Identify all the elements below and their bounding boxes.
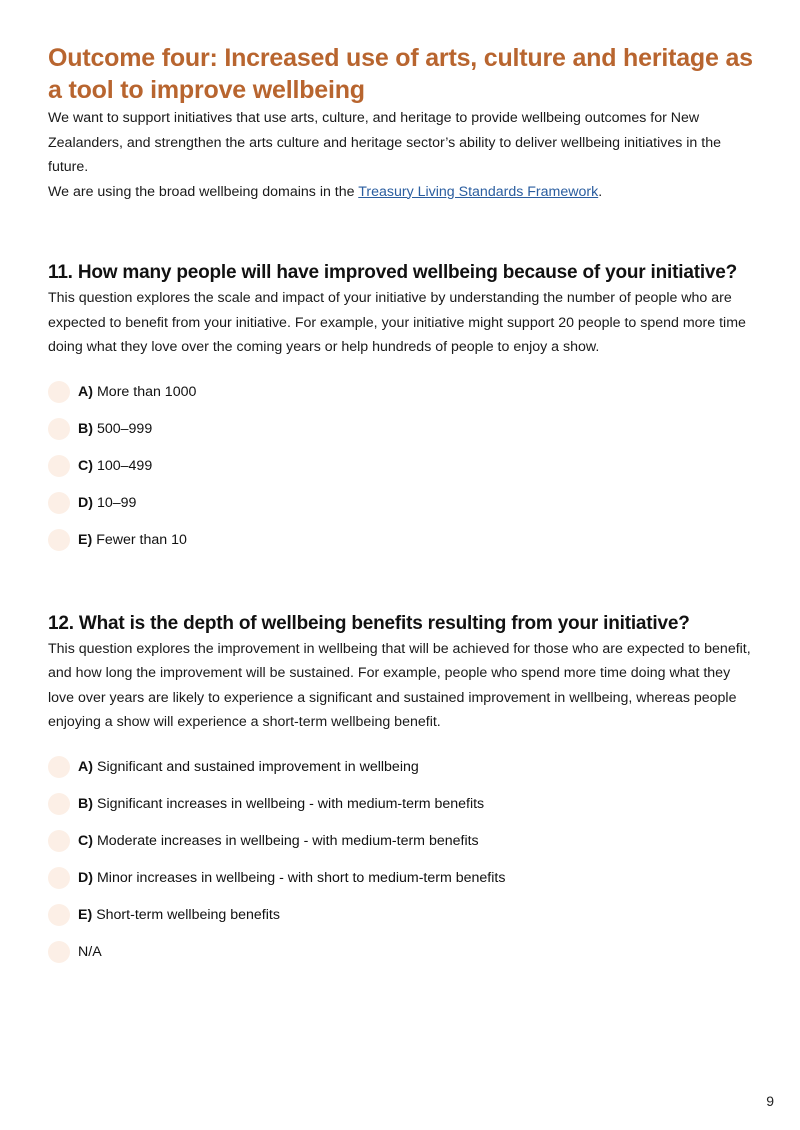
option-label: Significant and sustained improvement in wellbeing (96, 759, 419, 775)
option-letter: D) (78, 495, 93, 511)
radio-button[interactable] (48, 830, 70, 852)
option-c[interactable] (48, 448, 753, 485)
option-e[interactable] (48, 522, 753, 559)
option-list (48, 374, 753, 559)
page-number: 9 (766, 1093, 774, 1109)
radio-button[interactable] (48, 756, 70, 778)
radio-button[interactable] (48, 381, 70, 403)
radio-button[interactable] (48, 867, 70, 889)
option-letter: C) (78, 458, 93, 474)
page-title: Outcome four: Increased use of arts, culture and heritage as a tool to improve wellbeing (48, 44, 753, 104)
option-label: Short-term wellbeing benefits (96, 907, 280, 923)
option-label: Significant increases in wellbeing - with medium-term benefits (96, 796, 485, 812)
radio-button[interactable] (48, 455, 70, 477)
option-label: 100–499 (96, 458, 153, 474)
option-b[interactable] (48, 786, 753, 823)
option-label: N/A (78, 944, 102, 960)
option-label: More than 1000 (96, 384, 197, 400)
option-c[interactable] (48, 823, 753, 860)
option-label: Fewer than 10 (96, 532, 187, 548)
option-letter: D) (78, 870, 93, 886)
option-a[interactable] (48, 749, 753, 786)
option-b[interactable] (48, 411, 753, 448)
question-description: This question explores the scale and impact of your initiative by understanding the number of people who are expected to benefit from your initiative. For example, your initiative might support 20 people to spend more time doing what they love over the coming years or help hundreds of people to enjoy a show. (48, 290, 746, 355)
option-e[interactable] (48, 897, 753, 934)
option-letter: B) (78, 796, 93, 812)
framework-text-prefix: We are using the broad wellbeing domains in the (48, 183, 359, 200)
radio-button[interactable] (48, 793, 70, 815)
question-title: 12. What is the depth of wellbeing benefits resulting from your initiative? (48, 612, 690, 634)
framework-paragraph (48, 180, 753, 205)
option-letter: E) (78, 907, 93, 923)
option-label: 500–999 (96, 421, 153, 437)
option-letter: A) (78, 384, 93, 400)
radio-button[interactable] (48, 492, 70, 514)
radio-button[interactable] (48, 941, 70, 963)
question-title: 11. How many people will have improved wellbeing because of your initiative? (48, 262, 738, 283)
option-d[interactable] (48, 860, 753, 897)
treasury-framework-link[interactable]: Treasury Living Standards Framework (358, 183, 599, 200)
option-label: Minor increases in wellbeing - with short to medium-term benefits (96, 870, 506, 886)
intro-paragraph: We want to support initiatives that use arts, culture, and heritage to provide wellbeing outcomes for New Zealanders, and strengthen the arts culture and heritage sector’s ability to deliver wellbeing initiatives in the future. (48, 110, 721, 175)
option-label: Moderate increases in wellbeing - with medium-term benefits (96, 833, 479, 849)
option-na[interactable] (48, 934, 753, 971)
question-11 (48, 260, 753, 559)
radio-button[interactable] (48, 418, 70, 440)
option-a[interactable] (48, 374, 753, 411)
option-letter: B) (78, 421, 93, 437)
question-description: This question explores the improvement in wellbeing that will be achieved for those who are expected to benefit, and how long the improvement will be sustained. For example, people who spend more time doing what they love over years are likely to experience a significant and sustained improvement in wellbeing, whereas people enjoying a show will experience a short-term wellbeing benefit. (48, 640, 751, 730)
option-letter: C) (78, 833, 93, 849)
option-list (48, 749, 753, 971)
document-page (48, 42, 753, 971)
radio-button[interactable] (48, 529, 70, 551)
option-d[interactable] (48, 485, 753, 522)
question-12 (48, 611, 753, 971)
option-letter: A) (78, 759, 93, 775)
radio-button[interactable] (48, 904, 70, 926)
framework-text-suffix: . (598, 183, 603, 200)
option-label: 10–99 (96, 495, 137, 511)
option-letter: E) (78, 532, 93, 548)
